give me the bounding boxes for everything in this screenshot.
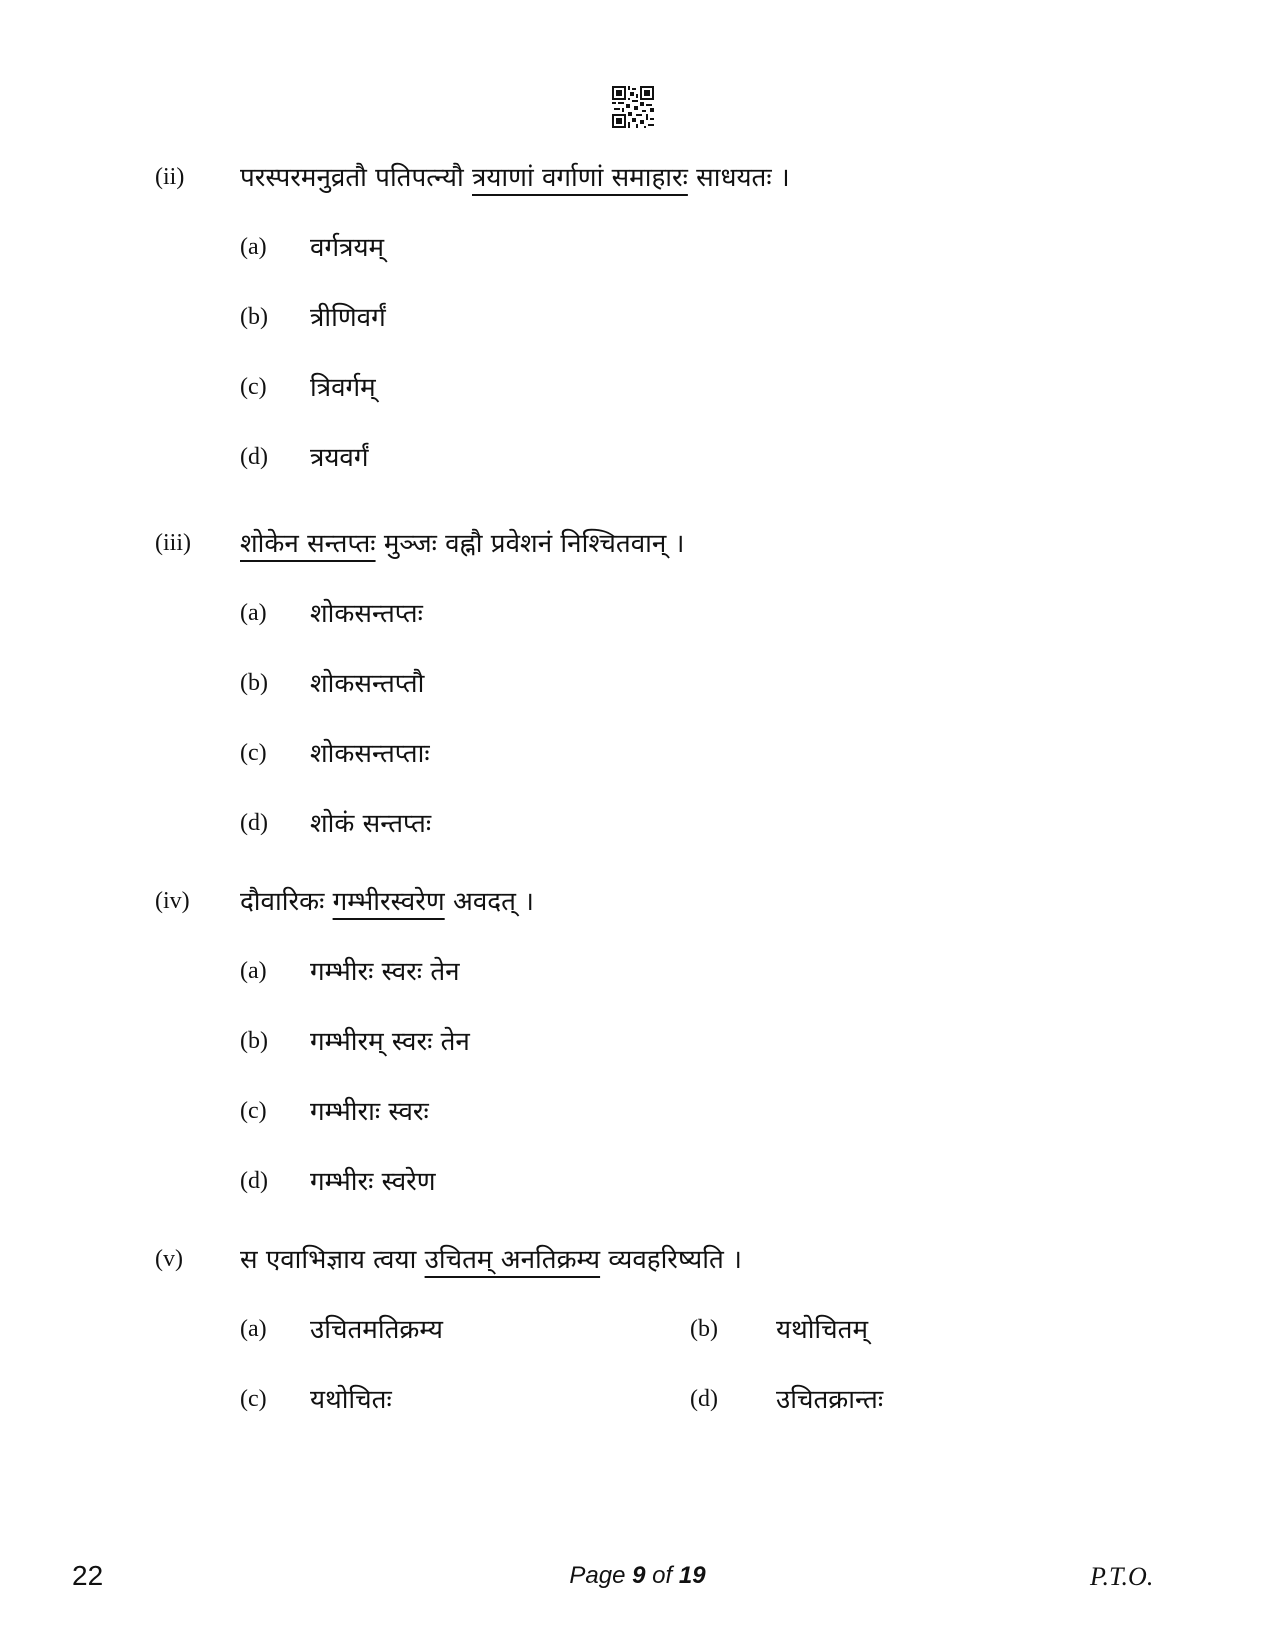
option-text: शोकसन्तप्ताः [310, 739, 430, 769]
question-text: परस्परमनुव्रतौ पतिपत्न्यौ त्रयाणां वर्गाणां समाहारः साधयतः । [240, 163, 790, 193]
question-number: (ii) [155, 164, 185, 190]
question-text: स एवाभिज्ञाय त्वया उचितम् अनतिक्रम्य व्यवहरिष्यति । [240, 1245, 742, 1275]
option-text: त्रयवर्गं [310, 443, 369, 473]
option-letter: (d) [690, 1386, 718, 1412]
option-letter: (b) [240, 670, 268, 696]
option-text: शोकसन्तप्तः [310, 599, 423, 629]
option-letter: (d) [240, 810, 268, 836]
underlined-phrase: उचितम् अनतिक्रम्य [424, 1245, 601, 1275]
option-letter: (a) [240, 600, 267, 626]
question-text: दौवारिकः गम्भीरस्वरेण अवदत् । [240, 887, 535, 917]
option-letter: (c) [240, 740, 267, 766]
option-letter: (a) [240, 1316, 267, 1342]
option-text: त्रीणिवर्गं [310, 303, 386, 333]
option-letter: (c) [240, 1098, 267, 1124]
option-text: गम्भीरः स्वरः तेन [310, 957, 460, 987]
option-text: त्रिवर्गम् [310, 373, 376, 403]
underlined-phrase: गम्भीरस्वरेण [332, 887, 445, 917]
question-number: (iv) [155, 888, 190, 914]
option-letter: (a) [240, 958, 267, 984]
option-text: उचितमतिक्रम्य [310, 1315, 443, 1345]
option-text: यथोचितम् [776, 1315, 869, 1345]
option-letter: (d) [240, 444, 268, 470]
underlined-phrase: त्रयाणां वर्गाणां समाहार [472, 163, 688, 193]
option-text: गम्भीरम् स्वरः तेन [310, 1027, 470, 1057]
option-text: वर्गत्रयम् [310, 233, 385, 263]
option-text: यथोचितः [310, 1385, 392, 1415]
option-text: उचितक्रान्तः [776, 1385, 884, 1415]
option-text: शोकं सन्तप्तः [310, 809, 432, 839]
option-text: शोकसन्तप्तौ [310, 669, 425, 699]
underlined-phrase: शोकेन सन्तप्त [240, 529, 376, 559]
option-letter: (b) [240, 1028, 268, 1054]
option-text: गम्भीराः स्वरः [310, 1097, 429, 1127]
paper-code: 22 [72, 1560, 104, 1591]
qr-code-icon [612, 86, 654, 128]
question-number: (iii) [155, 530, 191, 556]
option-letter: (d) [240, 1168, 268, 1194]
option-letter: (c) [240, 1386, 267, 1412]
option-letter: (a) [240, 234, 267, 260]
question-text: शोकेन सन्तप्तः मुञ्जः वह्नौ प्रवेशनं निश्चितवान् । [240, 529, 685, 559]
pto-label: P.T.O. [1090, 1562, 1154, 1591]
option-letter: (c) [240, 374, 267, 400]
question-number: (v) [155, 1246, 183, 1272]
option-text: गम्भीरः स्वरेण [310, 1167, 436, 1197]
option-letter: (b) [240, 304, 268, 330]
page-number: Page 9 of 19 [569, 1562, 706, 1589]
option-letter: (b) [690, 1316, 718, 1342]
